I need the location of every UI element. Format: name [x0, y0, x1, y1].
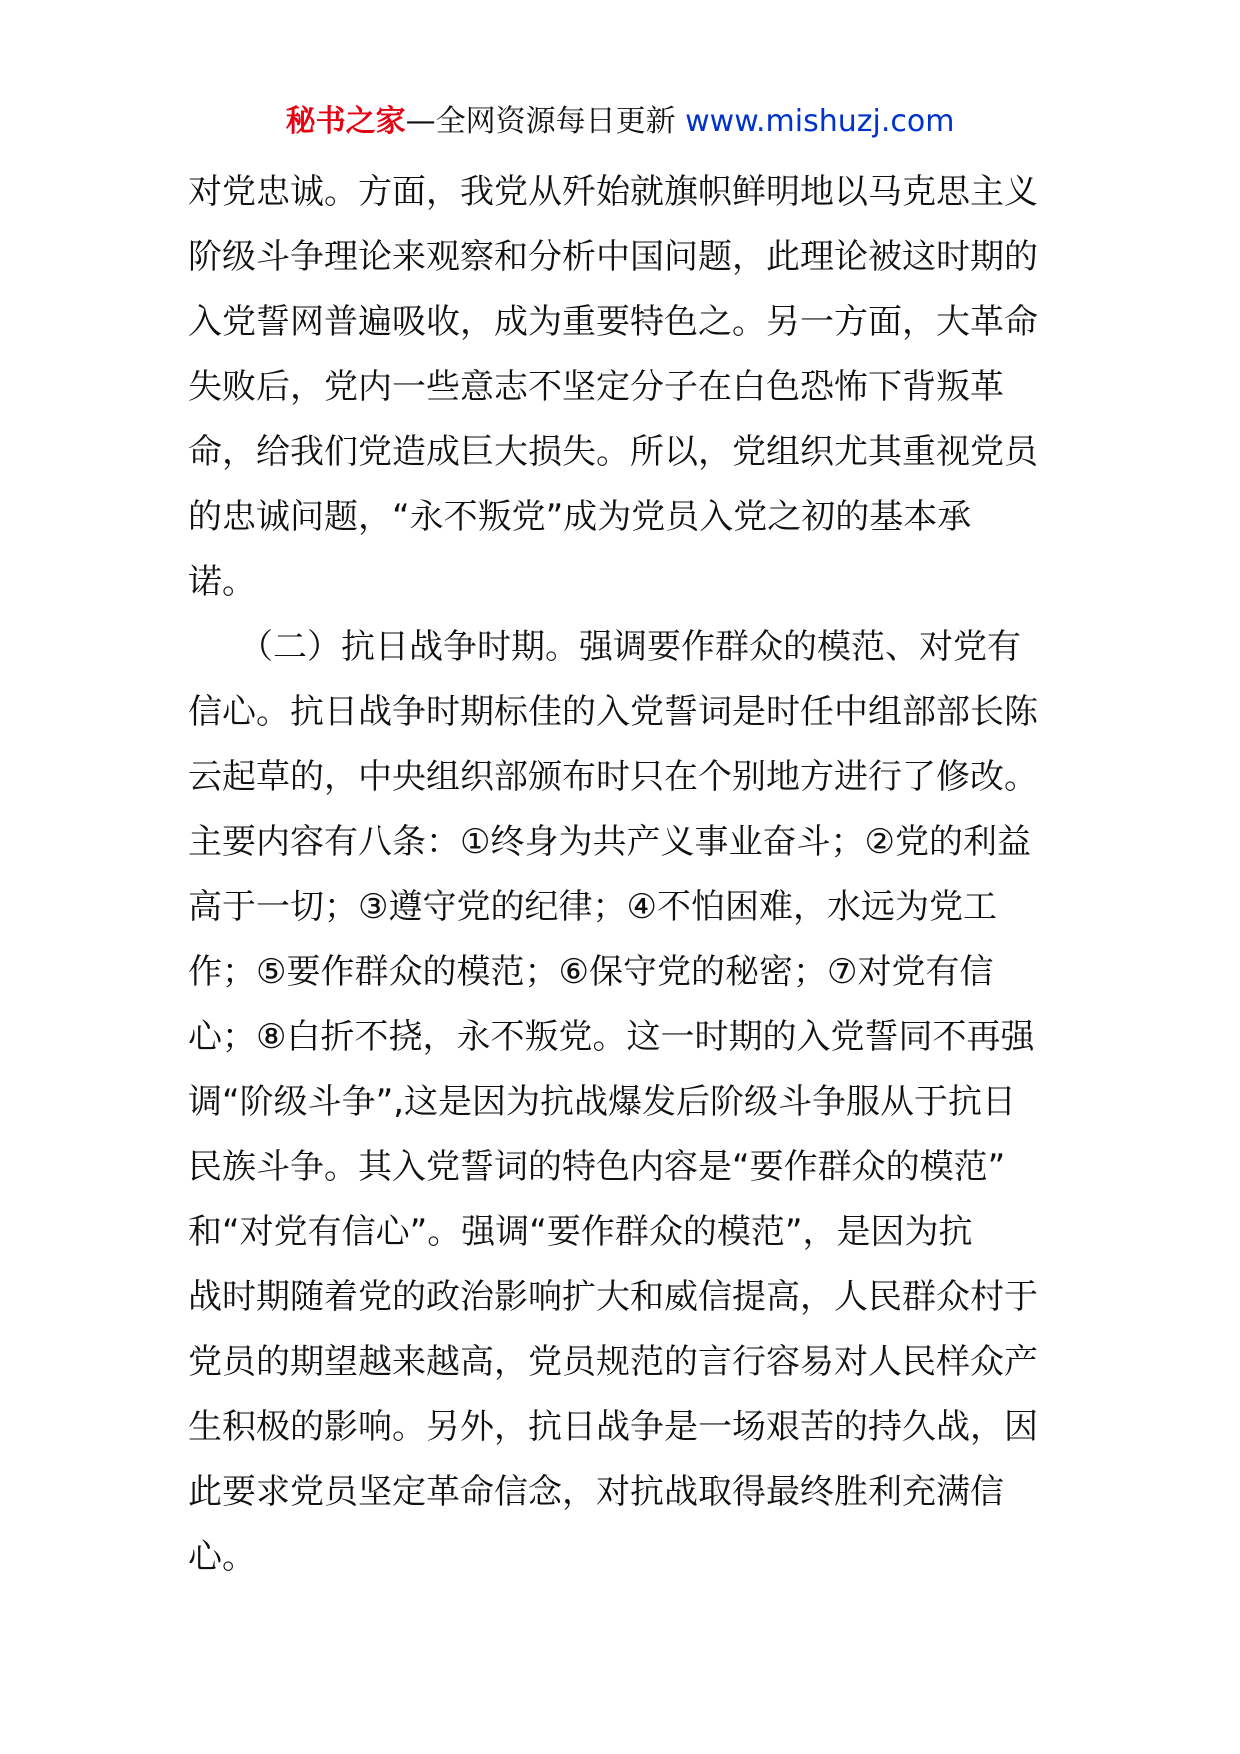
site-url[interactable]: www.mishuzj.com	[685, 104, 955, 139]
text-line: 党员的期望越来越高，党员规范的言行容易对人民样众产	[188, 1342, 1038, 1382]
text-line: 生积极的影响。另外，抗日战争是一场艰苦的持久战，因	[188, 1407, 1038, 1447]
text-line: 战时期随着党的政治影响扩大和威信提高，人民群众村于	[188, 1277, 1038, 1317]
text-line: 失败后，党内一些意志不坚定分子在白色恐怖下背叛革	[188, 367, 1004, 407]
page-header	[0, 100, 1240, 144]
text-line: 此要求党员坚定革命信念，对抗战取得最终胜利充满信	[188, 1472, 1004, 1512]
text-line: 调“阶级斗争”,这是因为抗战爆发后阶级斗争服从于抗日	[188, 1082, 1017, 1122]
text-line: 主要内容有八条：①终身为共产义事业奋斗；②党的利益	[188, 822, 1031, 862]
site-tagline: —全网资源每日更新	[405, 104, 686, 139]
text-line: 命，给我们党造成巨大损失。所以，党组织尤其重视党员	[188, 432, 1038, 472]
text-line: 作；⑤要作群众的模范；⑥保守党的秘密；⑦对党有信	[188, 952, 994, 992]
text-line: 高于一切；③遵守党的纪律；④不怕困难，水远为党工	[188, 887, 997, 927]
text-line: 阶级斗争理论来观察和分析中国问题，此理论被这时期的	[188, 237, 1038, 277]
document-body	[188, 160, 1068, 1590]
site-brand: 秘书之家	[285, 104, 406, 139]
text-line: 心。	[188, 1537, 256, 1577]
text-line: 心；⑧白折不挠，永不叛党。这一时期的入党誓同不再强	[188, 1017, 1035, 1057]
text-line: 入党誓网普遍吸收，成为重要特色之。另一方面，大革命	[188, 302, 1038, 342]
text-line: 信心。抗日战争时期标佳的入党誓词是时任中组部部长陈	[188, 692, 1038, 732]
text-line: 民族斗争。其入党誓词的特色内容是“要作群众的模范”	[188, 1147, 1006, 1187]
text-line: 云起草的，中央组织部颁布时只在个别地方进行了修改。	[188, 757, 1038, 797]
text-line: 对党忠诚。方面，我党从歼始就旗帜鲜明地以马克思主义	[188, 172, 1038, 212]
text-line: 的忠诚问题，“永不叛党”成为党员入党之初的基本承	[188, 497, 972, 537]
text-line: 和“对党有信心”。强调“要作群众的模范”，是因为抗	[188, 1212, 973, 1252]
text-line: 诺。	[188, 562, 256, 602]
text-line: （二）抗日战争时期。强调要作群众的模范、对党有	[188, 627, 1021, 667]
